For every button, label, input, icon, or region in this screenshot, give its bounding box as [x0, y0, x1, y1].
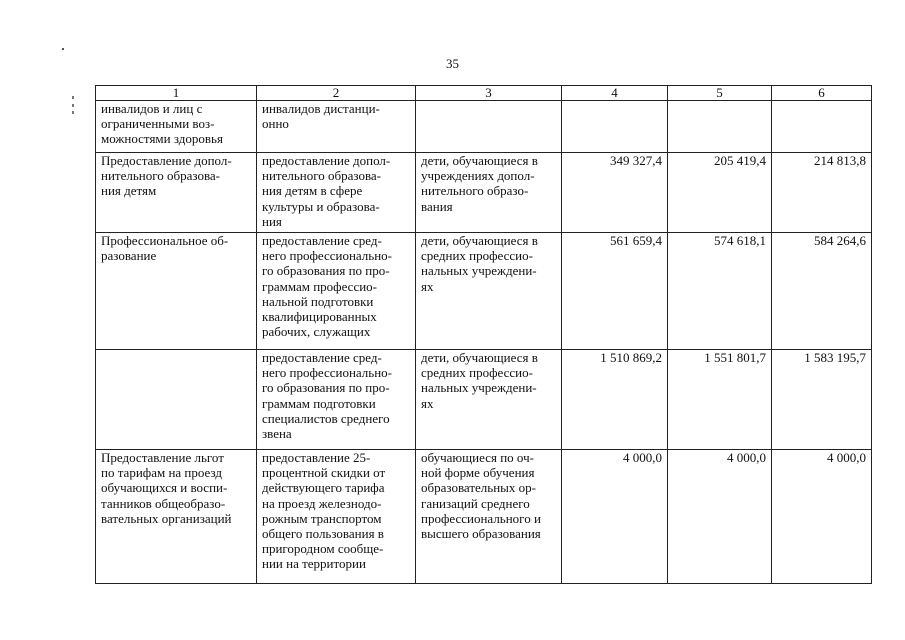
service-name-cell: Предоставление допол- нительного образова- ния детям [96, 153, 257, 233]
scan-mark [72, 111, 74, 114]
service-description-cell: инвалидов дистанци- онно [257, 101, 416, 153]
recipient-category-cell: обучающиеся по оч- ной форме обучения образовательных ор- ганизаций среднего профессионального и высшего образования [416, 450, 562, 584]
value-cell: 584 264,6 [772, 233, 872, 350]
value-cell: 214 813,8 [772, 153, 872, 233]
value-cell: 1 583 195,7 [772, 350, 872, 450]
column-header-1: 1 [96, 86, 257, 101]
value-cell: 205 419,4 [668, 153, 772, 233]
recipient-category-cell: дети, обучающиеся в средних профессио- нальных учреждени- ях [416, 350, 562, 450]
recipient-category-cell: дети, обучающиеся в учреждениях допол- нительного образо- вания [416, 153, 562, 233]
value-cell: 1 510 869,2 [562, 350, 668, 450]
value-cell: 4 000,0 [562, 450, 668, 584]
value-cell: 4 000,0 [772, 450, 872, 584]
value-cell [562, 101, 668, 153]
service-name-cell: Профессиональное об- разование [96, 233, 257, 350]
table-row [96, 350, 872, 450]
budget-table [95, 85, 872, 584]
value-cell [772, 101, 872, 153]
scan-mark [72, 104, 74, 107]
table-row [96, 233, 872, 350]
column-header-6: 6 [772, 86, 872, 101]
service-name-cell: Предоставление льгот по тарифам на проезд обучающихся и воспи- танников общеобразо- вательных организаций [96, 450, 257, 584]
column-header-5: 5 [668, 86, 772, 101]
service-name-cell [96, 350, 257, 450]
service-description-cell: предоставление сред- него профессионально- го образования по про- граммам профессио- нальной подготовки квалифицированных рабочих, служащих [257, 233, 416, 350]
value-cell: 4 000,0 [668, 450, 772, 584]
recipient-category-cell [416, 101, 562, 153]
page-number: 35 [446, 56, 459, 71]
service-description-cell: предоставление сред- него профессионально- го образования по про- граммам подготовки специалистов среднего звена [257, 350, 416, 450]
recipient-category-cell: дети, обучающиеся в средних профессио- нальных учреждени- ях [416, 233, 562, 350]
value-cell: 349 327,4 [562, 153, 668, 233]
value-cell: 1 551 801,7 [668, 350, 772, 450]
table-row [96, 101, 872, 153]
value-cell [668, 101, 772, 153]
column-header-3: 3 [416, 86, 562, 101]
table-row [96, 153, 872, 233]
scan-mark [62, 48, 64, 50]
service-description-cell: предоставление 25- процентной скидки от действующего тарифа на проезд железнодо- рожным транспортом общего пользования в пригородном сообще- нии на территории [257, 450, 416, 584]
service-name-cell: инвалидов и лиц с ограниченными воз- можностями здоровья [96, 101, 257, 153]
service-description-cell: предоставление допол- нительного образова- ния детям в сфере культуры и образова- ния [257, 153, 416, 233]
value-cell: 574 618,1 [668, 233, 772, 350]
column-header-2: 2 [257, 86, 416, 101]
column-header-4: 4 [562, 86, 668, 101]
header-row [96, 86, 872, 101]
table-row [96, 450, 872, 584]
value-cell: 561 659,4 [562, 233, 668, 350]
scan-mark [72, 96, 74, 99]
